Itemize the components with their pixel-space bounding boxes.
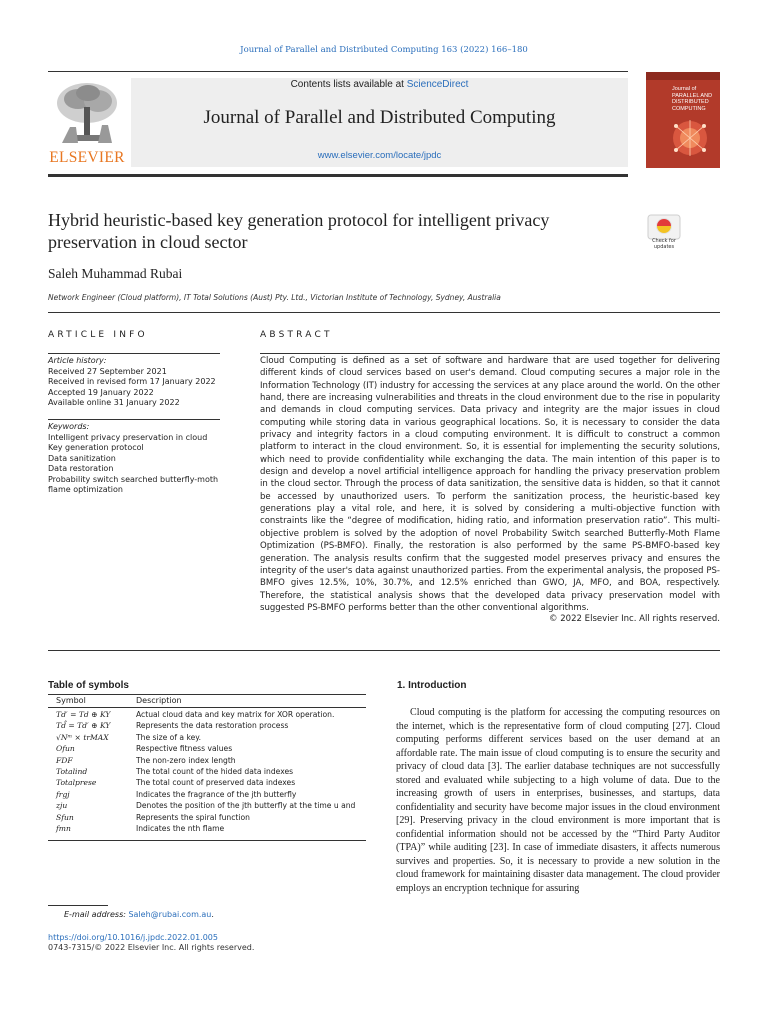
keyword-item: Data restoration xyxy=(48,464,114,473)
abstract-copyright: © 2022 Elsevier Inc. All rights reserved. xyxy=(548,614,720,624)
symbol-cell: Td̂ = Td′ ⊕ KY xyxy=(56,721,111,731)
table-row xyxy=(48,720,366,731)
history-revised: Received in revised form 17 January 2022 xyxy=(48,377,216,386)
author-affiliation: Network Engineer (Cloud platform), IT Total Solutions (Aust) Pty. Ltd., Victorian Institute of Technology, Sydney, Australia xyxy=(48,293,501,302)
description-cell: Indicates the nth flame xyxy=(136,824,225,834)
table-row xyxy=(48,755,366,766)
description-cell: Represents the data restoration process xyxy=(136,721,289,731)
table-row xyxy=(48,777,366,788)
abstract-text: Cloud Computing is defined as a set of software and hardware that are used together for delivering different kinds of cloud services based on user's demand. Cloud computing secures a major role in the Information Technology (IT) industry for accessing the services at any place around the world. On the other hand, there are increasing vulnerabilities and threats in the cloud environment due to the rise in popularity and demands in cloud computing services. Data privacy and integrity are the major issues in cloud computing while storing data in various geographical locations. So, it is necessary to consider the data privacy and integrity factors in a cloud computing environment. It is difficult to construct a common platform to interact in the cloud environment. So, it is essential for implementing the security solutions, which need to provide confidentiality while exchanging the data. The main intention of this paper is to design and develop a novel artificial intelligence approach for handling the privacy preservation problem in the cloud sector. Through the process of data sanitization, the sensitive data is hidden, so that it cannot be accessed by unauthorized users. To perform the sanitization process, the heuristic-based key generations play a vital role, and here, it is solved by considering a multi-objective function with constraints like the “degree of modification, hiding ratio, and information preservation ratio”. This multi-objective problem is solved by the adoption of novel Probability Switch searched Butterfly-Moth Flame Optimization (PS-BMFO). Finally, the restoration is also performed by the same PS-BMFO-based key generation. The analysis results confirm that the suggested model preserves privacy and ensures the integrity of the user's data against unauthorized parties. From the experimental analysis, the proposed PS-BMFO gives 12.5%, 10%, 30.7%, and 12.5% enriched than GWO, JA, MFO, and BOA, respectively. Therefore, the statistical analysis shows that the developed data privacy preservation model with suggested PS-BMFO performs better than the other conventional algorithms. xyxy=(260,356,720,613)
article-history-label: Article history: xyxy=(48,356,107,365)
table-row xyxy=(48,800,366,811)
check-for-updates-icon xyxy=(646,214,682,240)
introduction-text: Cloud computing is the platform for accessing the computing resources on the internet, which is the representative form of cloud computing [27]. Cloud computing performs different services based on the user demand at an affordable rate. The main issue of cloud computing is to ensure the security and privacy of cloud data [3]. The earlier database techniques are not successfully stored and evaluated while subjecting to a high volume of data. Due to the increasing growth of users in enterprises, businesses, and startups, data confidentiality and security have become major issues in the cloud environment [29]. Preserving privacy in the cloud environment is more important that is confidential information should not be accessed by the “Third Party Auditor (TPA)” while auditing [23]. In case of immediate disasters, it affects numerous survives and properties. So, it is necessary to provide a new solution in the cloud framework for maintaining disaster data management. The cloud provider employs an encryption technique for assuring xyxy=(396,707,720,894)
description-cell: The total count of preserved data indexes xyxy=(136,778,296,788)
table-row xyxy=(48,766,366,777)
history-online: Available online 31 January 2022 xyxy=(48,398,180,407)
keywords xyxy=(48,422,223,496)
abstract-heading: ABSTRACT xyxy=(260,330,333,340)
table-row xyxy=(48,732,366,743)
table-row xyxy=(48,823,366,834)
abstract-bottom-rule xyxy=(48,650,720,651)
symbols-table-bottom-rule xyxy=(48,840,366,841)
table-row xyxy=(48,709,366,720)
symbol-cell: Ofun xyxy=(56,744,75,754)
keyword-item: Probability switch searched butterfly-moth flame optimization xyxy=(48,474,219,494)
description-cell: The size of a key. xyxy=(136,732,202,742)
symbol-cell: Sfun xyxy=(56,812,74,822)
symbol-cell: √Nᵐ × trMAX xyxy=(56,732,109,742)
description-cell: The total count of the hided data indexes xyxy=(136,767,294,777)
email-suffix: . xyxy=(211,910,214,919)
check-for-updates-line1: Check for xyxy=(652,238,676,244)
section-rule xyxy=(48,312,720,313)
symbols-table xyxy=(48,709,366,834)
journal-cover-image[interactable] xyxy=(646,72,720,168)
elsevier-logo[interactable] xyxy=(48,77,126,169)
description-cell: Denotes the position of the jth butterfly at the time u and xyxy=(136,801,356,811)
contents-line xyxy=(131,79,628,90)
author-name: Saleh Muhammad Rubai xyxy=(48,266,183,281)
header-top-rule xyxy=(48,71,628,72)
symbol-cell: Totalprese xyxy=(56,778,97,788)
symbols-table-title: Table of symbols xyxy=(48,680,129,691)
symbol-cell: fmn xyxy=(56,824,71,834)
table-row xyxy=(48,812,366,823)
keyword-item: Intelligent privacy preservation in cloud xyxy=(48,432,208,442)
article-title: Hybrid heuristic-based key generation protocol for intelligent privacy preservation in cloud sector xyxy=(48,210,550,252)
email-label: E-mail address: xyxy=(64,910,129,919)
check-for-updates-line2: updates xyxy=(653,244,675,250)
check-for-updates-badge[interactable] xyxy=(646,214,682,252)
keyword-item: Key generation protocol xyxy=(48,443,144,452)
symbols-column-header: Symbol xyxy=(56,696,86,705)
description-cell: The non-zero index length xyxy=(136,755,236,765)
description-cell: Respective fitness values xyxy=(136,744,233,754)
header-bottom-rule xyxy=(48,174,628,177)
article-info-divider xyxy=(48,419,220,420)
introduction-heading: 1. Introduction xyxy=(397,680,467,691)
sciencedirect-link[interactable]: ScienceDirect xyxy=(406,79,469,90)
doi-link[interactable]: https://doi.org/10.1016/j.jpdc.2022.01.005 xyxy=(48,933,218,942)
symbol-cell: frgj xyxy=(56,789,70,799)
article-info-heading: ARTICLE INFO xyxy=(48,330,148,340)
history-received: Received 27 September 2021 xyxy=(48,366,167,376)
article-history xyxy=(48,356,223,409)
journal-title: Journal of Parallel and Distributed Computing xyxy=(203,107,556,128)
table-row xyxy=(48,743,366,754)
description-cell: Indicates the fragrance of the jth butterfly xyxy=(136,789,297,799)
issn-copyright: 0743-7315/© 2022 Elsevier Inc. All rights reserved. xyxy=(48,943,255,952)
description-column-header: Description xyxy=(136,696,182,705)
abstract-rule xyxy=(260,353,720,354)
symbol-cell: Td′ = Td ⊕ KY xyxy=(56,710,111,719)
symbols-table-header-rule xyxy=(48,707,366,708)
article-info-rule xyxy=(48,353,220,354)
footnote-rule xyxy=(48,905,108,906)
email-link[interactable]: Saleh@rubai.com.au xyxy=(128,910,212,919)
description-cell: Represents the spiral function xyxy=(136,812,250,822)
table-row xyxy=(48,789,366,800)
symbols-table-top-rule xyxy=(48,694,366,695)
symbol-cell: FDF xyxy=(56,755,73,765)
keywords-label: Keywords: xyxy=(48,422,90,431)
symbol-cell: zju xyxy=(56,801,68,811)
symbol-cell: Totalind xyxy=(56,767,88,777)
description-cell: Actual cloud data and key matrix for XOR operation. xyxy=(136,710,335,719)
journal-url-link[interactable]: www.elsevier.com/locate/jpdc xyxy=(317,150,442,161)
journal-reference[interactable]: Journal of Parallel and Distributed Computing 163 (2022) 166–180 xyxy=(240,45,528,55)
keyword-item: Data sanitization xyxy=(48,453,116,463)
elsevier-wordmark: ELSEVIER xyxy=(49,149,125,166)
cover-title-text: Journal of PARALLEL AND DISTRIBUTED COMPUTING xyxy=(672,86,713,112)
email-footnote xyxy=(64,910,214,919)
history-accepted: Accepted 19 January 2022 xyxy=(48,387,154,397)
contents-prefix: Contents lists available at xyxy=(290,79,407,90)
